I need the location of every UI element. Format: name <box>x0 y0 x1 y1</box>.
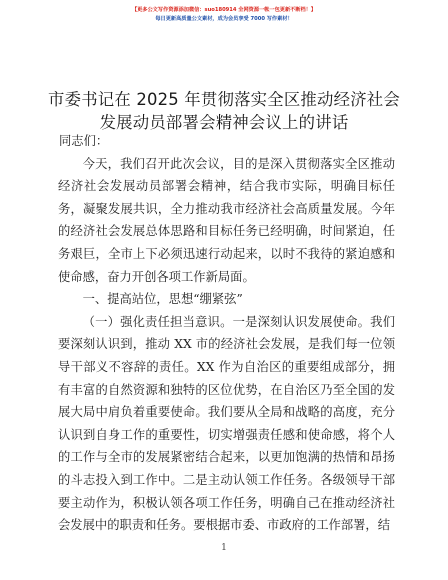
promo-line-2: 每日更新高质量公文素材，成为会员享受 7000 写作素材！ <box>155 16 293 22</box>
section-heading: 一、提高站位，思想“绷紧弦” <box>82 292 243 307</box>
section-paragraph: （一）强化责任担当意识。一是深刻认识发展使命。我们要深刻认识到，推动 XX 市的经济社会发展，是我们每一位领导干部义不容辞的责任。XX 作为自治区的重要组成部分，拥有丰富的自然资源和独特的区位优势，在自治区乃至全国的发展大局中肩负着重要使命。我们要从全局和战略的高度，充分认识到自身工作的重要性，切实增强责任感和使命感，将个人的工作与全市的发展紧密结合起来，以更加饱满的热情和昂扬的斗志投入到工作中。二是主动认领工作任务。各级领导干部要主动作为，积极认领各项工作任务，明确自己在推动经济社会发展中的职责和任务。要根据市委、市政府的工作部署，结 <box>58 314 395 533</box>
title-line-1: 市委书记在 2025 年贯彻落实全区推动经济社会 <box>48 90 400 109</box>
document-title <box>40 88 408 134</box>
intro-paragraph: 今天，我们召开此次会议，目的是深入贯彻落实全区推动经济社会发展动员部署会精神，结合我市实际，明确目标任务，凝聚发展共识，全力推动我市经济社会高质量发展。今年的经济社会发展总体思路和目标任务已经明确，时间紧迫，任务艰巨，全市上下必须迅速行动起来，以时不我待的紧迫感和使命感，奋力开创各项工作新局面。 <box>58 156 395 284</box>
promo-banner <box>0 6 448 24</box>
salutation: 同志们： <box>59 134 109 148</box>
promo-line-1: 【更多公文写作资源添加微信：suo180914 全网资源一帐一包更新不断档！】 <box>131 7 317 13</box>
document-body <box>58 130 395 537</box>
title-line-2: 发展动员部署会精神会议上的讲话 <box>99 113 349 132</box>
page-number: 1 <box>221 543 227 553</box>
